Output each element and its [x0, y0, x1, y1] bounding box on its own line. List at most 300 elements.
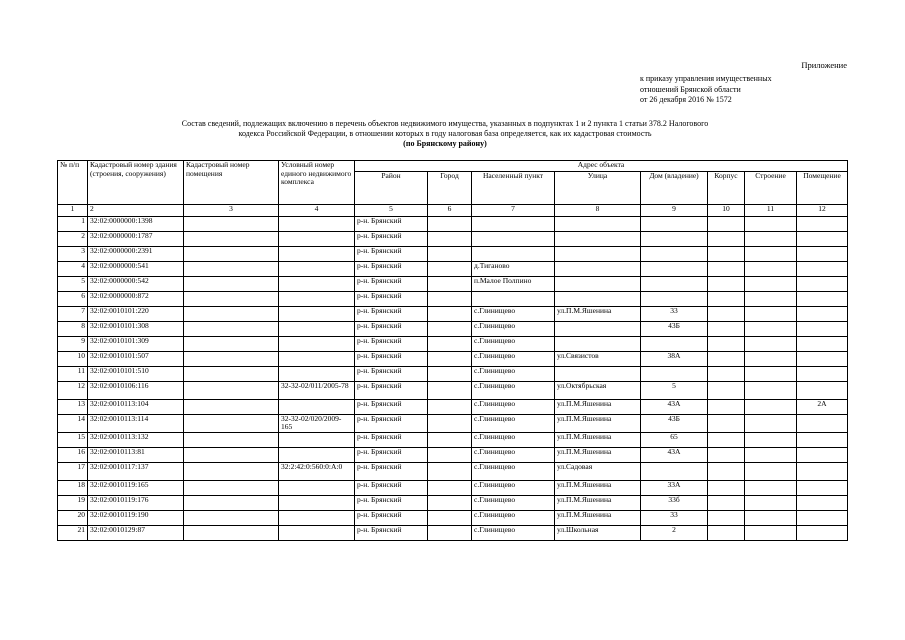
settlement-cell: с.Глинищево — [472, 322, 555, 337]
room-cell — [797, 292, 848, 307]
table-row — [58, 511, 848, 526]
building-cell — [745, 247, 797, 262]
cad-building-cell: 32:02:0010106:116 — [88, 382, 184, 400]
table-row — [58, 526, 848, 541]
cad-room-cell — [184, 322, 279, 337]
row-number: 9 — [58, 337, 88, 352]
district-cell: р-н. Брянский — [355, 382, 428, 400]
row-number: 4 — [58, 262, 88, 277]
column-number: 12 — [797, 205, 848, 217]
district-cell: р-н. Брянский — [355, 247, 428, 262]
cad-room-cell — [184, 232, 279, 247]
row-number: 10 — [58, 352, 88, 367]
cad-building-cell: 32:02:0010113:104 — [88, 400, 184, 415]
city-cell — [428, 232, 472, 247]
header-settlement: Населенный пункт — [472, 172, 555, 205]
row-number: 8 — [58, 322, 88, 337]
table-row — [58, 400, 848, 415]
cad-building-cell: 32:02:0010101:507 — [88, 352, 184, 367]
district-cell: р-н. Брянский — [355, 463, 428, 481]
settlement-cell: с.Глинищево — [472, 511, 555, 526]
city-cell — [428, 415, 472, 433]
cad-room-cell — [184, 367, 279, 382]
cad-room-cell — [184, 511, 279, 526]
row-number: 18 — [58, 481, 88, 496]
street-cell: ул.П.М.Яшенина — [555, 481, 641, 496]
cad-building-cell: 32:02:0000000:541 — [88, 262, 184, 277]
korpus-cell — [708, 292, 745, 307]
building-cell — [745, 322, 797, 337]
cad-building-cell: 32:02:0010119:176 — [88, 496, 184, 511]
district-cell: р-н. Брянский — [355, 367, 428, 382]
column-number-row — [58, 205, 848, 217]
row-number: 2 — [58, 232, 88, 247]
row-number: 15 — [58, 433, 88, 448]
korpus-cell — [708, 337, 745, 352]
cond-number-cell: 32:2:42:0:560:0:А:0 — [279, 463, 355, 481]
settlement-cell: д.Тиганово — [472, 262, 555, 277]
row-number: 6 — [58, 292, 88, 307]
row-number: 16 — [58, 448, 88, 463]
cond-number-cell — [279, 367, 355, 382]
district-cell: р-н. Брянский — [355, 277, 428, 292]
row-number: 12 — [58, 382, 88, 400]
heading-district: (по Брянскому району) — [403, 139, 487, 148]
cad-building-cell: 32:02:0010101:220 — [88, 307, 184, 322]
building-cell — [745, 232, 797, 247]
header-district: Район — [355, 172, 428, 205]
street-cell — [555, 217, 641, 232]
cond-number-cell — [279, 277, 355, 292]
room-cell — [797, 262, 848, 277]
cond-number-cell — [279, 511, 355, 526]
cond-number-cell — [279, 247, 355, 262]
building-cell — [745, 337, 797, 352]
building-cell — [745, 262, 797, 277]
house-cell — [641, 217, 708, 232]
cad-room-cell — [184, 262, 279, 277]
table-row — [58, 415, 848, 433]
korpus-cell — [708, 496, 745, 511]
table-row — [58, 433, 848, 448]
column-number: 4 — [279, 205, 355, 217]
city-cell — [428, 526, 472, 541]
korpus-cell — [708, 247, 745, 262]
cad-room-cell — [184, 277, 279, 292]
column-number: 1 — [58, 205, 88, 217]
column-number: 8 — [555, 205, 641, 217]
order-reference — [640, 74, 860, 106]
table-row — [58, 352, 848, 367]
house-cell: 33 — [641, 511, 708, 526]
house-cell: 43Б — [641, 415, 708, 433]
cad-room-cell — [184, 448, 279, 463]
column-number: 2 — [88, 205, 184, 217]
header-room: Помещение — [797, 172, 848, 205]
city-cell — [428, 262, 472, 277]
korpus-cell — [708, 367, 745, 382]
building-cell — [745, 382, 797, 400]
house-cell: 33 — [641, 307, 708, 322]
house-cell: 33б — [641, 496, 708, 511]
room-cell — [797, 526, 848, 541]
row-number: 20 — [58, 511, 88, 526]
city-cell — [428, 448, 472, 463]
street-cell — [555, 292, 641, 307]
cond-number-cell — [279, 322, 355, 337]
house-cell — [641, 463, 708, 481]
cad-building-cell: 32:02:0000000:872 — [88, 292, 184, 307]
cad-room-cell — [184, 463, 279, 481]
city-cell — [428, 292, 472, 307]
header-cad-room: Кадастровый номер помещения — [184, 161, 279, 205]
building-cell — [745, 307, 797, 322]
settlement-cell: с.Глинищево — [472, 496, 555, 511]
korpus-cell — [708, 307, 745, 322]
building-cell — [745, 277, 797, 292]
settlement-cell: с.Глинищево — [472, 448, 555, 463]
building-cell — [745, 463, 797, 481]
room-cell — [797, 433, 848, 448]
district-cell: р-н. Брянский — [355, 448, 428, 463]
city-cell — [428, 247, 472, 262]
cad-building-cell: 32:02:0010113:132 — [88, 433, 184, 448]
table-row — [58, 262, 848, 277]
cad-building-cell: 32:02:0010101:510 — [88, 367, 184, 382]
table-body — [58, 217, 848, 541]
house-cell: 33А — [641, 481, 708, 496]
header-house: Дом (владение) — [641, 172, 708, 205]
house-cell: 43А — [641, 400, 708, 415]
header-address: Адрес объекта — [355, 161, 848, 172]
korpus-cell — [708, 400, 745, 415]
city-cell — [428, 337, 472, 352]
settlement-cell — [472, 232, 555, 247]
header-num: № п/п — [58, 161, 88, 205]
room-cell — [797, 463, 848, 481]
table-row — [58, 463, 848, 481]
korpus-cell — [708, 448, 745, 463]
cad-room-cell — [184, 337, 279, 352]
heading-line-1: Состав сведений, подлежащих включению в перечень объектов недвижимого имущества, указанных в подпунктах 1 и 2 пункта 1 статьи 378.2 Налогового — [181, 119, 709, 128]
header-street: Улица — [555, 172, 641, 205]
room-cell — [797, 415, 848, 433]
city-cell — [428, 322, 472, 337]
korpus-cell — [708, 262, 745, 277]
room-cell — [797, 511, 848, 526]
cad-room-cell — [184, 496, 279, 511]
heading-line-2: кодекса Российской Федерации, в отношении которых в году налоговая база определяется, как их кадастровая стоимость — [238, 129, 652, 138]
table-row — [58, 337, 848, 352]
korpus-cell — [708, 463, 745, 481]
district-cell: р-н. Брянский — [355, 322, 428, 337]
house-cell: 65 — [641, 433, 708, 448]
city-cell — [428, 382, 472, 400]
house-cell — [641, 292, 708, 307]
row-number: 1 — [58, 217, 88, 232]
building-cell — [745, 400, 797, 415]
settlement-cell: с.Глинищево — [472, 526, 555, 541]
table-row — [58, 367, 848, 382]
cad-room-cell — [184, 415, 279, 433]
settlement-cell — [472, 292, 555, 307]
city-cell — [428, 367, 472, 382]
district-cell: р-н. Брянский — [355, 526, 428, 541]
cad-building-cell: 32:02:0010129:87 — [88, 526, 184, 541]
city-cell — [428, 352, 472, 367]
settlement-cell: с.Глинищево — [472, 382, 555, 400]
table-row — [58, 307, 848, 322]
street-cell: ул.П.М.Яшенина — [555, 511, 641, 526]
street-cell — [555, 247, 641, 262]
district-cell: р-н. Брянский — [355, 496, 428, 511]
district-cell: р-н. Брянский — [355, 352, 428, 367]
house-cell: 2 — [641, 526, 708, 541]
room-cell — [797, 307, 848, 322]
cond-number-cell — [279, 292, 355, 307]
row-number: 21 — [58, 526, 88, 541]
city-cell — [428, 217, 472, 232]
room-cell — [797, 367, 848, 382]
row-number: 13 — [58, 400, 88, 415]
building-cell — [745, 352, 797, 367]
house-cell — [641, 367, 708, 382]
column-number: 3 — [184, 205, 279, 217]
building-cell — [745, 415, 797, 433]
city-cell — [428, 307, 472, 322]
cad-room-cell — [184, 352, 279, 367]
district-cell: р-н. Брянский — [355, 307, 428, 322]
row-number: 3 — [58, 247, 88, 262]
cad-room-cell — [184, 481, 279, 496]
building-cell — [745, 496, 797, 511]
house-cell — [641, 337, 708, 352]
korpus-cell — [708, 232, 745, 247]
cad-building-cell: 32:02:0010113:81 — [88, 448, 184, 463]
row-number: 7 — [58, 307, 88, 322]
house-cell — [641, 277, 708, 292]
city-cell — [428, 511, 472, 526]
district-cell: р-н. Брянский — [355, 232, 428, 247]
appendix-label: Приложение — [801, 60, 847, 70]
column-number: 5 — [355, 205, 428, 217]
korpus-cell — [708, 481, 745, 496]
cad-room-cell — [184, 247, 279, 262]
cad-room-cell — [184, 433, 279, 448]
house-cell: 5 — [641, 382, 708, 400]
cond-number-cell — [279, 526, 355, 541]
house-cell: 38А — [641, 352, 708, 367]
table-row — [58, 292, 848, 307]
row-number: 14 — [58, 415, 88, 433]
city-cell — [428, 481, 472, 496]
room-cell — [797, 232, 848, 247]
settlement-cell — [472, 217, 555, 232]
city-cell — [428, 496, 472, 511]
korpus-cell — [708, 382, 745, 400]
street-cell: ул.П.М.Яшенина — [555, 433, 641, 448]
city-cell — [428, 400, 472, 415]
house-cell — [641, 262, 708, 277]
cad-building-cell: 32:02:0000000:1398 — [88, 217, 184, 232]
cond-number-cell: 32-32-02/020/2009-165 — [279, 415, 355, 433]
street-cell — [555, 322, 641, 337]
header-city: Город — [428, 172, 472, 205]
street-cell: ул.П.М.Яшенина — [555, 415, 641, 433]
column-number: 10 — [708, 205, 745, 217]
room-cell — [797, 448, 848, 463]
cond-number-cell — [279, 352, 355, 367]
settlement-cell: с.Глинищево — [472, 367, 555, 382]
street-cell: ул.П.М.Яшенина — [555, 400, 641, 415]
settlement-cell: с.Глинищево — [472, 337, 555, 352]
order-line-1: к приказу управления имущественных — [640, 74, 772, 83]
cad-room-cell — [184, 217, 279, 232]
room-cell — [797, 337, 848, 352]
room-cell: 2А — [797, 400, 848, 415]
header-building: Строение — [745, 172, 797, 205]
cad-building-cell: 32:02:0010101:308 — [88, 322, 184, 337]
district-cell: р-н. Брянский — [355, 433, 428, 448]
cad-building-cell: 32:02:0000000:2391 — [88, 247, 184, 262]
property-table — [57, 160, 848, 541]
house-cell — [641, 247, 708, 262]
settlement-cell: с.Глинищево — [472, 415, 555, 433]
room-cell — [797, 247, 848, 262]
cond-number-cell: 32-32-02/011/2005-78 — [279, 382, 355, 400]
district-cell: р-н. Брянский — [355, 415, 428, 433]
table-row — [58, 247, 848, 262]
room-cell — [797, 481, 848, 496]
table-row — [58, 481, 848, 496]
cond-number-cell — [279, 448, 355, 463]
building-cell — [745, 433, 797, 448]
cad-building-cell: 32:02:0010119:165 — [88, 481, 184, 496]
street-cell — [555, 232, 641, 247]
building-cell — [745, 511, 797, 526]
cad-room-cell — [184, 292, 279, 307]
korpus-cell — [708, 322, 745, 337]
street-cell: ул.Садовая — [555, 463, 641, 481]
column-number: 11 — [745, 205, 797, 217]
building-cell — [745, 367, 797, 382]
table-row — [58, 448, 848, 463]
building-cell — [745, 526, 797, 541]
document-heading — [120, 119, 770, 149]
cad-room-cell — [184, 526, 279, 541]
cond-number-cell — [279, 481, 355, 496]
korpus-cell — [708, 415, 745, 433]
table-row — [58, 277, 848, 292]
room-cell — [797, 496, 848, 511]
settlement-cell: с.Глинищево — [472, 433, 555, 448]
city-cell — [428, 463, 472, 481]
korpus-cell — [708, 511, 745, 526]
cad-building-cell: 32:02:0010101:309 — [88, 337, 184, 352]
cond-number-cell — [279, 496, 355, 511]
settlement-cell: п.Малое Полпино — [472, 277, 555, 292]
room-cell — [797, 322, 848, 337]
district-cell: р-н. Брянский — [355, 217, 428, 232]
cad-building-cell: 32:02:0000000:1787 — [88, 232, 184, 247]
cond-number-cell — [279, 400, 355, 415]
cond-number-cell — [279, 217, 355, 232]
row-number: 5 — [58, 277, 88, 292]
cad-building-cell: 32:02:0000000:542 — [88, 277, 184, 292]
table-row — [58, 496, 848, 511]
header-korpus: Корпус — [708, 172, 745, 205]
street-cell: ул.П.М.Яшенина — [555, 496, 641, 511]
cad-room-cell — [184, 382, 279, 400]
row-number: 19 — [58, 496, 88, 511]
room-cell — [797, 217, 848, 232]
korpus-cell — [708, 217, 745, 232]
order-line-2: отношений Брянской области — [640, 84, 741, 94]
city-cell — [428, 277, 472, 292]
street-cell: ул.Октябрьская — [555, 382, 641, 400]
settlement-cell — [472, 247, 555, 262]
building-cell — [745, 217, 797, 232]
table-row — [58, 322, 848, 337]
korpus-cell — [708, 352, 745, 367]
street-cell — [555, 277, 641, 292]
street-cell: ул.Связистов — [555, 352, 641, 367]
cad-room-cell — [184, 400, 279, 415]
header-cad-building: Кадастровый номер здания (строения, сооружения) — [88, 161, 184, 205]
district-cell: р-н. Брянский — [355, 400, 428, 415]
settlement-cell: с.Глинищево — [472, 400, 555, 415]
room-cell — [797, 382, 848, 400]
cad-building-cell: 32:02:0010119:190 — [88, 511, 184, 526]
cond-number-cell — [279, 262, 355, 277]
cond-number-cell — [279, 337, 355, 352]
settlement-cell: с.Глинищево — [472, 463, 555, 481]
room-cell — [797, 277, 848, 292]
table-row — [58, 217, 848, 232]
city-cell — [428, 433, 472, 448]
cad-building-cell: 32:02:0010117:137 — [88, 463, 184, 481]
table-row — [58, 382, 848, 400]
district-cell: р-н. Брянский — [355, 292, 428, 307]
house-cell: 43А — [641, 448, 708, 463]
cond-number-cell — [279, 232, 355, 247]
district-cell: р-н. Брянский — [355, 511, 428, 526]
district-cell: р-н. Брянский — [355, 262, 428, 277]
settlement-cell: с.Глинищево — [472, 307, 555, 322]
district-cell: р-н. Брянский — [355, 481, 428, 496]
building-cell — [745, 292, 797, 307]
row-number: 11 — [58, 367, 88, 382]
korpus-cell — [708, 433, 745, 448]
street-cell: ул.П.М.Яшенина — [555, 307, 641, 322]
street-cell: ул.П.М.Яшенина — [555, 448, 641, 463]
column-number: 7 — [472, 205, 555, 217]
column-number: 6 — [428, 205, 472, 217]
settlement-cell: с.Глинищево — [472, 481, 555, 496]
header-cond-number: Условный номер единого недвижимого комплекса — [279, 161, 355, 205]
building-cell — [745, 448, 797, 463]
order-line-3: от 26 декабря 2016 № 1572 — [640, 95, 732, 104]
street-cell: ул.Школьная — [555, 526, 641, 541]
table-row — [58, 232, 848, 247]
house-cell — [641, 232, 708, 247]
row-number: 17 — [58, 463, 88, 481]
cond-number-cell — [279, 433, 355, 448]
building-cell — [745, 481, 797, 496]
street-cell — [555, 337, 641, 352]
house-cell: 43Б — [641, 322, 708, 337]
korpus-cell — [708, 277, 745, 292]
